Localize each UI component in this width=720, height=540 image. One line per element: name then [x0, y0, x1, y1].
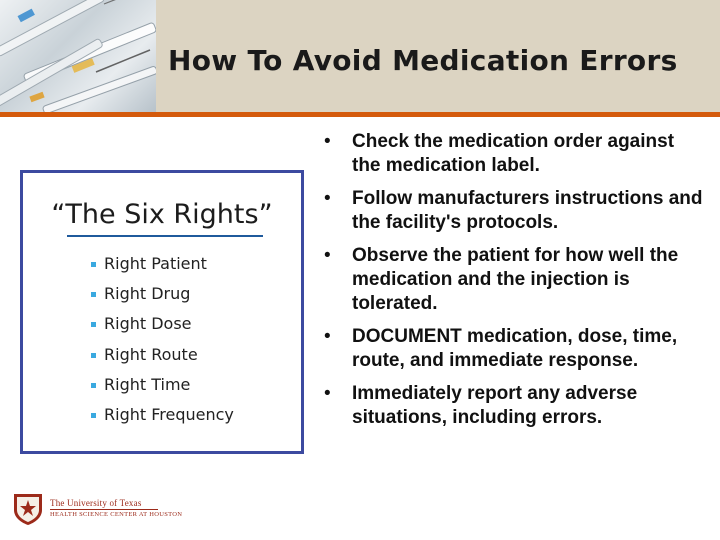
guideline-item: • Immediately report any adverse situations, including errors.	[324, 383, 638, 428]
six-rights-item: Right Patient	[91, 251, 234, 281]
guideline-item: • Follow manufacturers instructions and the facility's protocols.	[324, 188, 703, 233]
university-seal-icon	[12, 492, 44, 526]
bullet-dot-icon: •	[324, 383, 331, 404]
square-bullet-icon	[91, 413, 96, 418]
six-rights-list	[91, 251, 234, 432]
header-divider	[0, 112, 720, 117]
logo-divider	[50, 509, 158, 510]
six-rights-item: Right Frequency	[91, 402, 234, 432]
bullet-dot-icon: •	[324, 188, 331, 209]
guideline-item: • Check the medication order against the medication label.	[324, 131, 675, 176]
square-bullet-icon	[91, 322, 96, 327]
bullet-dot-icon: •	[324, 326, 331, 347]
six-rights-item: Right Route	[91, 342, 234, 372]
bullet-dot-icon: •	[324, 245, 331, 266]
university-logo	[12, 492, 183, 528]
six-rights-underline	[67, 235, 263, 237]
six-rights-panel	[20, 170, 304, 454]
slide-header	[0, 0, 720, 112]
guideline-item: • DOCUMENT medication, dose, time, route, and immediate response.	[324, 326, 678, 371]
logo-center-name: HEALTH SCIENCE CENTER AT HOUSTON	[50, 511, 183, 518]
square-bullet-icon	[91, 383, 96, 388]
slide-title: How To Avoid Medication Errors	[168, 44, 678, 77]
logo-university-name: The University of Texas	[50, 498, 142, 508]
six-rights-title: “The Six Rights”	[51, 199, 273, 230]
syringes-photo	[0, 0, 156, 112]
square-bullet-icon	[91, 292, 96, 297]
square-bullet-icon	[91, 353, 96, 358]
guideline-bullets	[324, 130, 704, 439]
square-bullet-icon	[91, 262, 96, 267]
guideline-item: • Observe the patient for how well the medication and the injection is tolerated.	[324, 245, 679, 314]
bullet-dot-icon: •	[324, 131, 331, 152]
six-rights-item: Right Dose	[91, 311, 234, 341]
six-rights-item: Right Time	[91, 372, 234, 402]
six-rights-item: Right Drug	[91, 281, 234, 311]
